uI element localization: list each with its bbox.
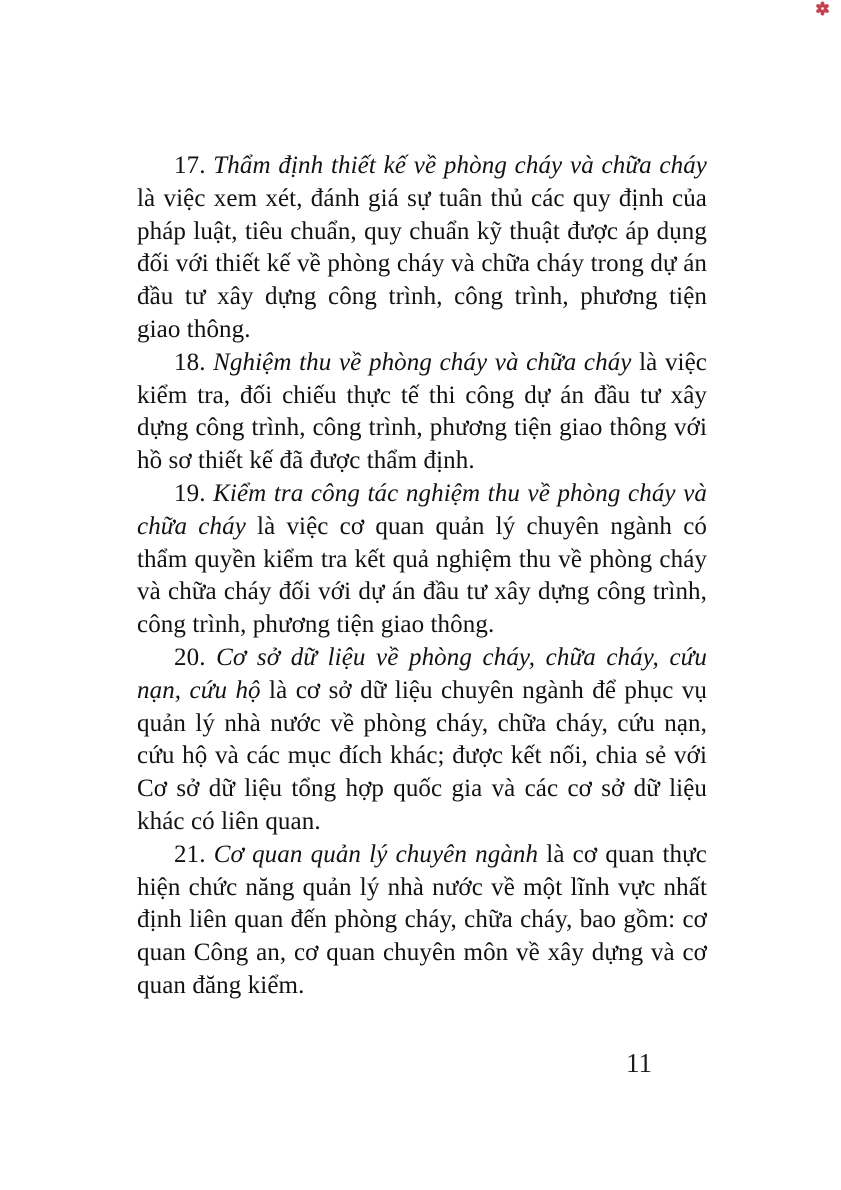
paragraph-21-term: Cơ quan quản lý chuyên ngành <box>213 840 539 868</box>
paragraph-18 <box>137 347 707 478</box>
paragraph-17-number: 17. <box>174 152 214 179</box>
paragraph-21 <box>137 839 707 1003</box>
paragraph-17-text: là việc xem xét, đánh giá sự tuân thủ các quy định của pháp luật, tiêu chuẩn, quy chuẩn kỹ thuật được áp dụng đối với thiết kế về phòng cháy và chữa cháy trong dự án đầu tư xây dựng công trình, công trình, phương tiện giao thông. <box>137 184 707 343</box>
paragraph-20-text: là cơ sở dữ liệu chuyên ngành để phục vụ quản lý nhà nước về phòng cháy, chữa cháy, cứu nạn, cứu hộ và các mục đích khác; được kết nối, chia sẻ với Cơ sở dữ liệu tổng hợp quốc gia và các cơ sở dữ liệu khác có liên quan. <box>137 676 707 835</box>
body-text <box>137 150 707 1003</box>
paragraph-17 <box>137 150 707 347</box>
paragraph-20-number: 20. <box>174 643 217 671</box>
paragraph-20-term: Cơ sở dữ liệu về phòng cháy, chữa cháy, cứu nạn, cứu hộ <box>137 643 707 704</box>
paragraph-20 <box>137 642 707 839</box>
paragraph-18-term: Nghiệm thu về phòng cháy và chữa cháy <box>213 348 632 376</box>
paragraph-18-number: 18. <box>174 348 214 376</box>
paragraph-19 <box>137 478 707 642</box>
flower-ornament-icon <box>815 1 830 16</box>
paragraph-19-number: 19. <box>174 479 214 507</box>
paragraph-17-term: Thẩm định thiết kế về phòng cháy và chữa cháy <box>213 152 707 179</box>
paragraph-19-term: Kiểm tra công tác nghiệm thu về phòng cháy và chữa cháy <box>137 479 707 540</box>
paragraph-18-text: là việc kiểm tra, đối chiếu thực tế thi công dự án đầu tư xây dựng công trình, công trình, phương tiện giao thông với hồ sơ thiết kế đã được thẩm định. <box>137 348 707 475</box>
page-number: 11 <box>626 1048 652 1078</box>
paragraph-21-text: là cơ quan thực hiện chức năng quản lý nhà nước về một lĩnh vực nhất định liên quan đến phòng cháy, chữa cháy, bao gồm: cơ quan Công an, cơ quan chuyên môn về xây dựng và cơ quan đăng kiểm. <box>137 840 707 999</box>
paragraph-19-text: là việc cơ quan quản lý chuyên ngành có thẩm quyền kiểm tra kết quả nghiệm thu về phòng cháy và chữa cháy đối với dự án đầu tư xây dựng công trình, công trình, phương tiện giao thông. <box>137 512 707 639</box>
paragraph-21-number: 21. <box>174 840 214 868</box>
